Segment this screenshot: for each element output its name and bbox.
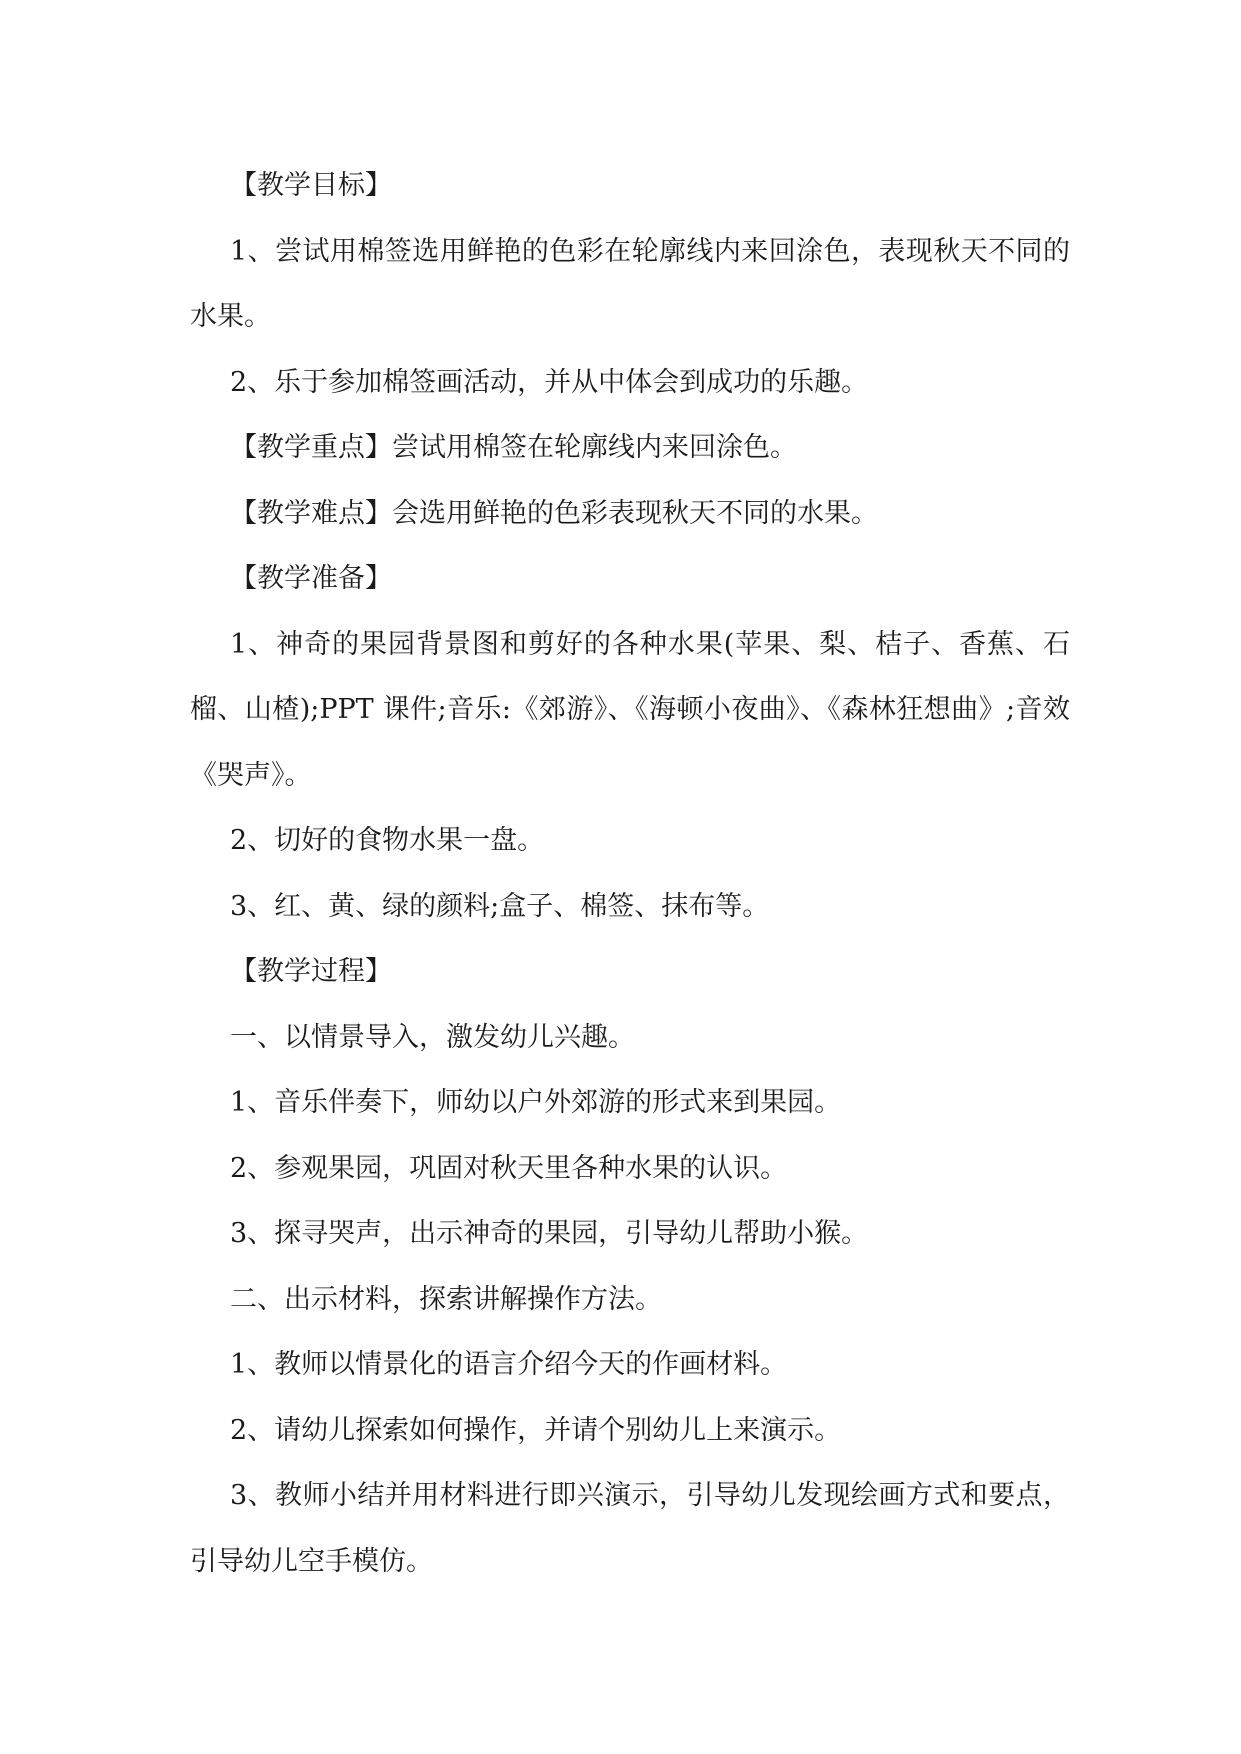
paragraph-process-part-1: 一、以情景导入，激发幼儿兴趣。 <box>230 1021 635 1053</box>
section-header-objectives: 【教学目标】 <box>230 170 392 201</box>
paragraph-process-1-3: 3、探寻哭声，出示神奇的果园，引导幼儿帮助小猴。 <box>230 1218 869 1249</box>
section-header-process: 【教学过程】 <box>230 956 392 987</box>
section-header-preparation: 【教学准备】 <box>230 563 392 594</box>
paragraph-difficulty: 【教学难点】会选用鲜艳的色彩表现秋天不同的水果。 <box>230 497 878 529</box>
paragraph-preparation-3: 3、红、黄、绿的颜料;盒子、棉签、抹布等。 <box>230 890 770 922</box>
paragraph-process-2-2: 2、请幼儿探索如何操作，并请个别幼儿上来演示。 <box>230 1414 842 1446</box>
paragraph-preparation-2: 2、切好的食物水果一盘。 <box>230 825 545 856</box>
paragraph-preparation-1: 1、神奇的果园背景图和剪好的各种水果(苹果、梨、桔子、香蕉、石榴、山楂);PPT 课件;音乐:《郊游》、《海顿小夜曲》、《森林狂想曲》;音效《哭声》。 <box>190 628 1070 791</box>
paragraph-objective-2: 2、乐于参加棉签画活动，并从中体会到成功的乐趣。 <box>230 366 869 398</box>
paragraph-process-1-1: 1、音乐伴奏下，师幼以户外郊游的形式来到果园。 <box>230 1087 842 1118</box>
paragraph-process-2-1: 1、教师以情景化的语言介绍今天的作画材料。 <box>230 1349 788 1380</box>
paragraph-process-1-2: 2、参观果园，巩固对秋天里各种水果的认识。 <box>230 1152 788 1184</box>
document-page <box>190 153 1070 1594</box>
paragraph-process-2-3: 3、教师小结并用材料进行即兴演示，引导幼儿发现绘画方式和要点，引导幼儿空手模仿。 <box>190 1480 1070 1577</box>
paragraph-objective-1: 1、尝试用棉签选用鲜艳的色彩在轮廓线内来回涂色，表现秋天不同的水果。 <box>190 235 1070 332</box>
paragraph-key-point: 【教学重点】尝试用棉签在轮廓线内来回涂色。 <box>230 432 797 463</box>
paragraph-process-part-2: 二、出示材料，探索讲解操作方法。 <box>230 1283 662 1315</box>
